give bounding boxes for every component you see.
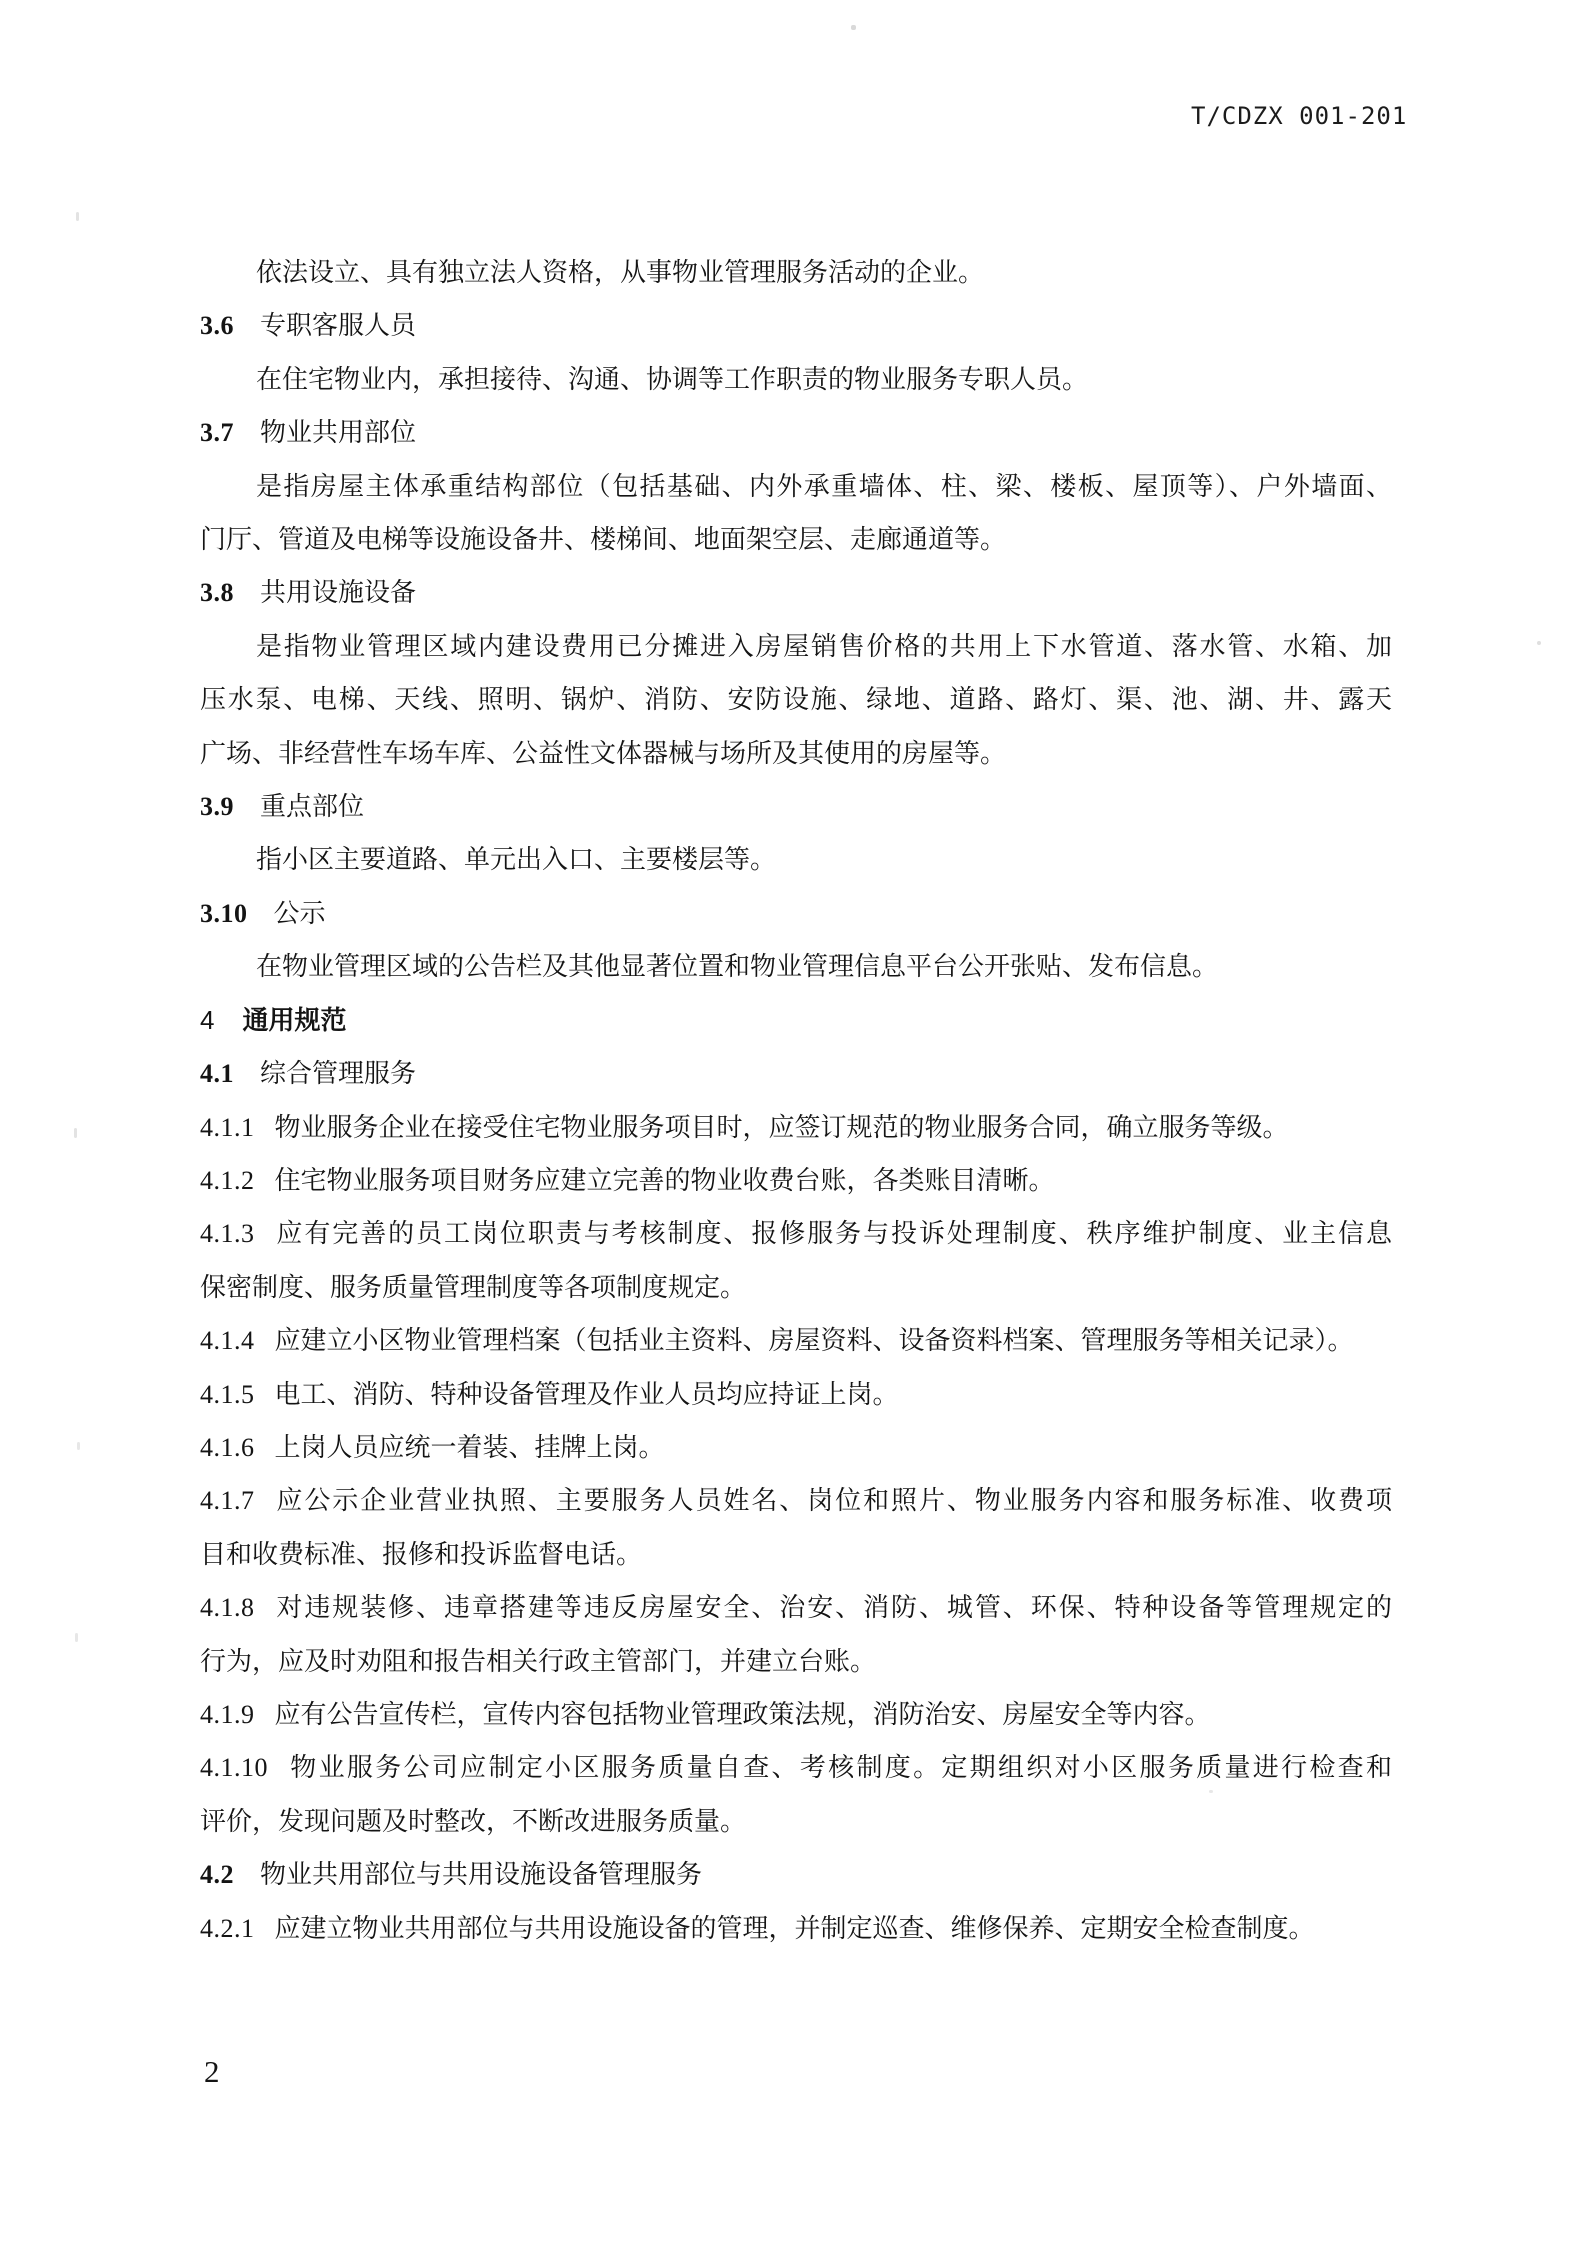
heading-number: 3.6 bbox=[200, 311, 234, 341]
item-number: 4.1.8 bbox=[200, 1593, 255, 1623]
item-4.1.5-line: 4.1.5 电工、消防、特种设备管理及作业人员均应持证上岗。 bbox=[200, 1368, 1392, 1421]
scan-speck bbox=[74, 1128, 77, 1138]
heading-number: 3.10 bbox=[200, 898, 248, 928]
scan-speck bbox=[1209, 1790, 1213, 1793]
clause-heading-3.8 bbox=[200, 566, 1392, 619]
item-number: 4.1.4 bbox=[200, 1326, 255, 1356]
item-4.1.7-line: 目和收费标准、报修和投诉监督电话。 bbox=[200, 1539, 643, 1569]
paragraph-line: 在住宅物业内，承担接待、沟通、协调等工作职责的物业服务专职人员。 bbox=[256, 364, 1089, 394]
scan-speck bbox=[77, 1442, 80, 1450]
paragraph-line: 依法设立、具有独立法人资格，从事物业管理服务活动的企业。 bbox=[256, 258, 985, 287]
clause-heading-4.1 bbox=[200, 1047, 1392, 1100]
paragraph-line: 压水泵、电梯、天线、照明、锅炉、消防、安防设施、绿地、道路、路灯、渠、池、湖、井、露天 bbox=[200, 685, 1392, 715]
item-4.1.7-line: 4.1.7 应公示企业营业执照、主要服务人员姓名、岗位和照片、物业服务内容和服务标准、收费项 bbox=[200, 1474, 1392, 1527]
paragraph-line: 是指房屋主体承重结构部位（包括基础、内外承重墙体、柱、梁、楼板、屋顶等）、户外墙面、 bbox=[256, 471, 1392, 501]
heading-title: 通用规范 bbox=[242, 1004, 347, 1035]
paragraph-line: 在物业管理区域的公告栏及其他显著位置和物业管理信息平台公开张贴、发布信息。 bbox=[256, 952, 1219, 982]
heading-title: 物业共用部位 bbox=[260, 418, 417, 448]
heading-number: 3.7 bbox=[200, 418, 234, 448]
item-number: 4.1.1 bbox=[200, 1112, 255, 1142]
heading-number: 3.8 bbox=[200, 578, 234, 608]
clause-heading-3.7 bbox=[200, 406, 1392, 459]
heading-title: 专职客服人员 bbox=[260, 311, 417, 341]
heading-number: 3.9 bbox=[200, 792, 234, 822]
heading-title: 综合管理服务 bbox=[260, 1059, 417, 1089]
item-4.1.1-line: 4.1.1 物业服务企业在接受住宅物业服务项目时，应签订规范的物业服务合同，确立服务等级。 bbox=[200, 1101, 1392, 1154]
paragraph-line: 是指物业管理区域内建设费用已分摊进入房屋销售价格的共用上下水管道、落水管、水箱、加 bbox=[256, 631, 1392, 661]
paragraph-line: 门厅、管道及电梯等设施设备井、楼梯间、地面架空层、走廊通道等。 bbox=[200, 525, 1007, 555]
scan-speck bbox=[1537, 641, 1541, 645]
heading-number: 4.1 bbox=[200, 1059, 234, 1089]
item-4.1.8-line: 4.1.8 对违规装修、违章搭建等违反房屋安全、治安、消防、城管、环保、特种设备等管理规定的 bbox=[200, 1581, 1392, 1634]
item-number: 4.1.7 bbox=[200, 1486, 255, 1516]
item-number: 4.1.10 bbox=[200, 1753, 268, 1783]
item-4.1.10-line: 4.1.10 物业服务公司应制定小区服务质量自查、考核制度。定期组织对小区服务质量进行检查和 bbox=[200, 1741, 1392, 1794]
item-4.1.8-line: 行为，应及时劝阻和报告相关行政主管部门，并建立台账。 bbox=[200, 1646, 877, 1676]
document-body bbox=[200, 246, 1392, 1955]
item-4.1.3-line: 4.1.3 应有完善的员工岗位职责与考核制度、报修服务与投诉处理制度、秩序维护制度、业主信息 bbox=[200, 1207, 1392, 1260]
chapter-heading-4 bbox=[200, 994, 1392, 1047]
item-4.1.3-line: 保密制度、服务质量管理制度等各项制度规定。 bbox=[200, 1272, 747, 1302]
item-number: 4.1.5 bbox=[200, 1379, 255, 1409]
item-4.1.2-line: 4.1.2 住宅物业服务项目财务应建立完善的物业收费台账，各类账目清晰。 bbox=[200, 1154, 1392, 1207]
item-number: 4.1.6 bbox=[200, 1432, 255, 1462]
clause-heading-3.6 bbox=[200, 299, 1392, 352]
item-number: 4.1.9 bbox=[200, 1699, 255, 1729]
scan-speck bbox=[76, 212, 79, 221]
item-4.2.1-line: 4.2.1 应建立物业共用部位与共用设施设备的管理，并制定巡查、维修保养、定期安全检查制度。 bbox=[200, 1902, 1392, 1955]
item-4.1.4-line: 4.1.4 应建立小区物业管理档案（包括业主资料、房屋资料、设备资料档案、管理服务等相关记录）。 bbox=[200, 1314, 1392, 1367]
heading-number: 4 bbox=[200, 1004, 215, 1035]
item-number: 4.1.2 bbox=[200, 1165, 255, 1195]
paragraph-line: 广场、非经营性车场车库、公益性文体器械与场所及其使用的房屋等。 bbox=[200, 738, 1007, 768]
clause-heading-3.9 bbox=[200, 780, 1392, 833]
scan-speck bbox=[75, 1633, 78, 1642]
paragraph-line: 指小区主要道路、单元出入口、主要楼层等。 bbox=[256, 845, 777, 875]
page-number: 2 bbox=[204, 2054, 220, 2089]
item-4.1.6-line: 4.1.6 上岗人员应统一着装、挂牌上岗。 bbox=[200, 1421, 1392, 1474]
item-4.1.10-line: 评价，发现问题及时整改，不断改进服务质量。 bbox=[200, 1806, 747, 1836]
heading-title: 公示 bbox=[273, 898, 326, 928]
item-number: 4.1.3 bbox=[200, 1219, 255, 1249]
heading-title: 共用设施设备 bbox=[260, 578, 417, 608]
standard-code-header: T/CDZX 001-201 bbox=[1191, 102, 1408, 130]
item-4.1.9-line: 4.1.9 应有公告宣传栏，宣传内容包括物业管理政策法规，消防治安、房屋安全等内容。 bbox=[200, 1688, 1392, 1741]
heading-title: 重点部位 bbox=[260, 792, 365, 822]
clause-heading-4.2 bbox=[200, 1848, 1392, 1901]
item-number: 4.2.1 bbox=[200, 1913, 255, 1943]
heading-number: 4.2 bbox=[200, 1860, 234, 1890]
scan-speck bbox=[851, 25, 856, 30]
clause-heading-3.10 bbox=[200, 887, 1392, 940]
heading-title: 物业共用部位与共用设施设备管理服务 bbox=[260, 1860, 703, 1890]
